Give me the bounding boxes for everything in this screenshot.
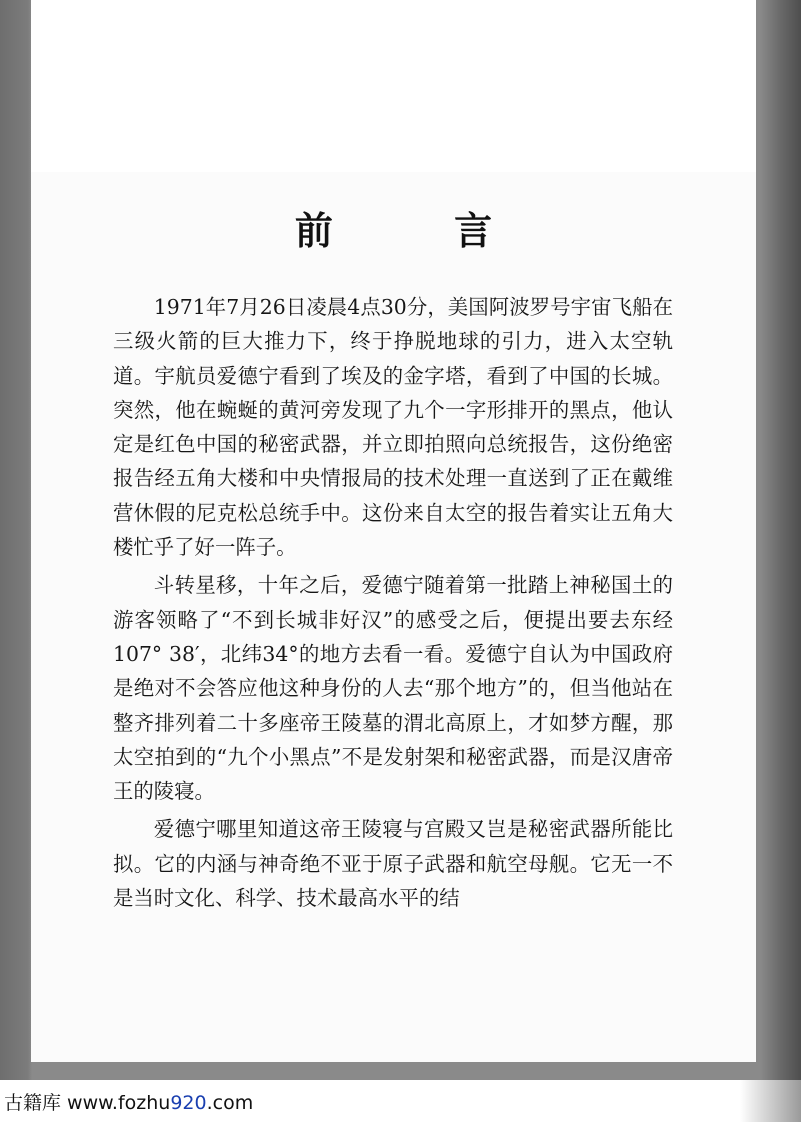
body-text (113, 290, 673, 919)
page-title: 前 言 (294, 209, 547, 253)
watermark-prefix: 古籍库 www.fozhu (4, 1092, 171, 1114)
paragraph: 斗转星移，十年之后，爱德宁随着第一批踏上神秘国土的游客领略了“不到长城非好汉”的感受之后，便提出要去东经107° 38′，北纬34°的地方去看一看。爱德宁自认为中国政府是绝对不会答应他这种身份的人去“那个地方”的，但当他站在整齐排列着二十多座帝王陵墓的渭北高原上，才如梦方醒，那太空拍到的“九个小黑点”不是发射架和秘密武器，而是汉唐帝王的陵寝。 (113, 573, 673, 804)
watermark-suffix: .com (206, 1092, 254, 1114)
paragraph: 爱德宁哪里知道这帝王陵寝与宫殿又岂是秘密武器所能比拟。它的内涵与神奇绝不亚于原子武器和航空母舰。它无一不是当时文化、科学、技术最高水平的结 (113, 817, 673, 911)
paragraph: 1971年7月26日凌晨4点30分，美国阿波罗号宇宙飞船在三级火箭的巨大推力下，终于挣脱地球的引力，进入太空轨道。宇航员爱德宁看到了埃及的金字塔，看到了中国的长城。突然，他在蜿蜒的黄河旁发现了九个一字形排开的黑点，他认定是红色中国的秘密武器，并立即拍照向总统报告，这份绝密报告经五角大楼和中央情报局的技术处理一直送到了正在戴维营休假的尼克松总统手中。这份来自太空的报告着实让五角大楼忙乎了好一阵子。 (113, 295, 673, 560)
document-page (31, 0, 756, 1062)
watermark-number: 920 (170, 1092, 207, 1114)
page-top-margin (31, 0, 756, 172)
site-watermark (4, 1088, 253, 1115)
